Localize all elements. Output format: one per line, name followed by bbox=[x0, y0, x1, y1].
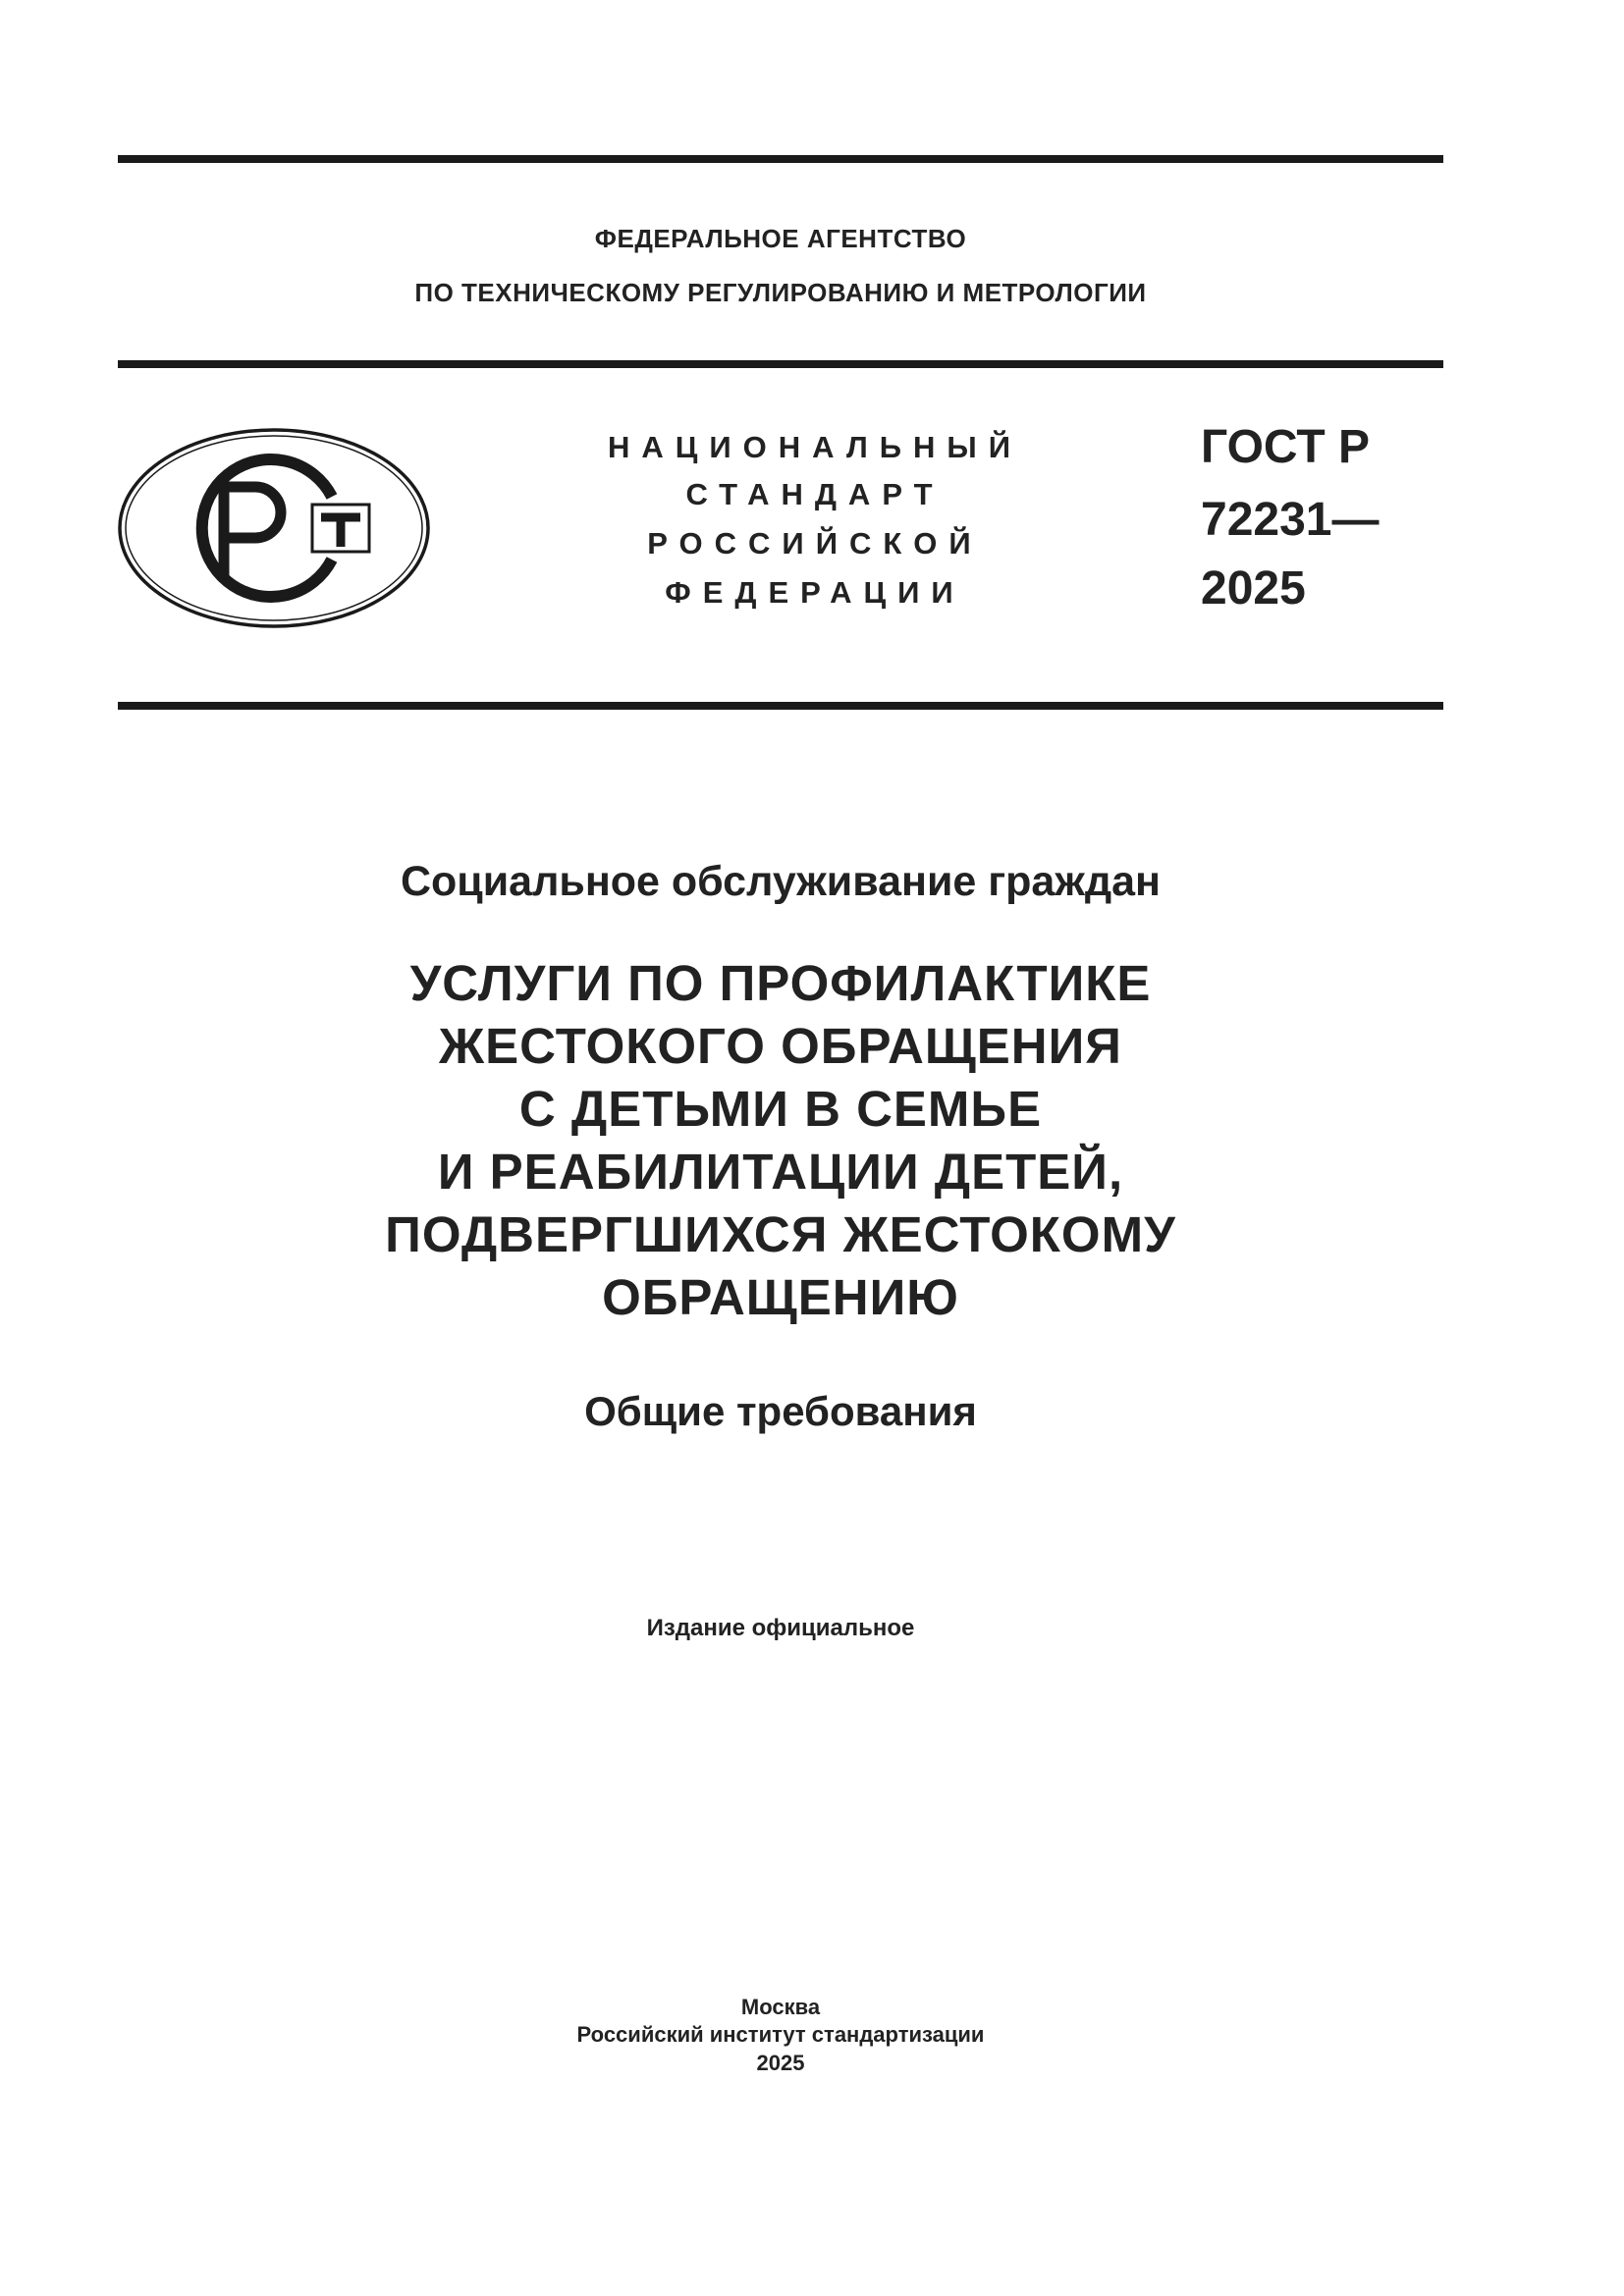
publisher-organization: Российский институт стандартизации bbox=[576, 2022, 985, 2047]
title-line: ЖЕСТОКОГО ОБРАЩЕНИЯ bbox=[439, 1018, 1122, 1074]
national-standard-line-3: РОССИЙСКОЙ bbox=[647, 526, 983, 561]
document-subtitle: Общие требования bbox=[584, 1388, 977, 1434]
title-line: ПОДВЕРГШИХСЯ ЖЕСТОКОМУ bbox=[385, 1206, 1176, 1262]
masthead-bottom-divider bbox=[118, 702, 1443, 710]
title-line: ОБРАЩЕНИЮ bbox=[602, 1269, 959, 1325]
national-standard-line-4: ФЕДЕРАЦИИ bbox=[665, 575, 965, 610]
national-standard-line-2: СТАНДАРТ bbox=[685, 477, 945, 511]
agency-name-line-2: ПО ТЕХНИЧЕСКОМУ РЕГУЛИРОВАНИЮ И МЕТРОЛОГИИ bbox=[414, 278, 1147, 307]
designation-line-2: 72231— bbox=[1201, 494, 1380, 546]
document-title bbox=[118, 952, 1443, 1329]
designation-line-3: 2025 bbox=[1201, 562, 1306, 614]
edition-note: Издание официальное bbox=[646, 1615, 915, 1641]
title-line: С ДЕТЬМИ В СЕМЬЕ bbox=[518, 1081, 1043, 1137]
publication-year: 2025 bbox=[756, 2051, 805, 2075]
title-line: УСЛУГИ ПО ПРОФИЛАКТИКЕ bbox=[409, 955, 1152, 1011]
top-divider bbox=[118, 155, 1443, 163]
header-divider bbox=[118, 360, 1443, 368]
designation-line-1: ГОСТ Р bbox=[1201, 421, 1371, 473]
agency-name-line-1: ФЕДЕРАЛЬНОЕ АГЕНТСТВО bbox=[594, 224, 967, 253]
subject-heading: Социальное обслуживание граждан bbox=[400, 858, 1162, 905]
publisher-city: Москва bbox=[740, 1995, 821, 2019]
national-standard-line-1: НАЦИОНАЛЬНЫЙ bbox=[607, 430, 1023, 464]
title-line: И РЕАБИЛИТАЦИИ ДЕТЕЙ, bbox=[437, 1144, 1124, 1200]
pst-certification-mark-icon bbox=[118, 428, 430, 628]
